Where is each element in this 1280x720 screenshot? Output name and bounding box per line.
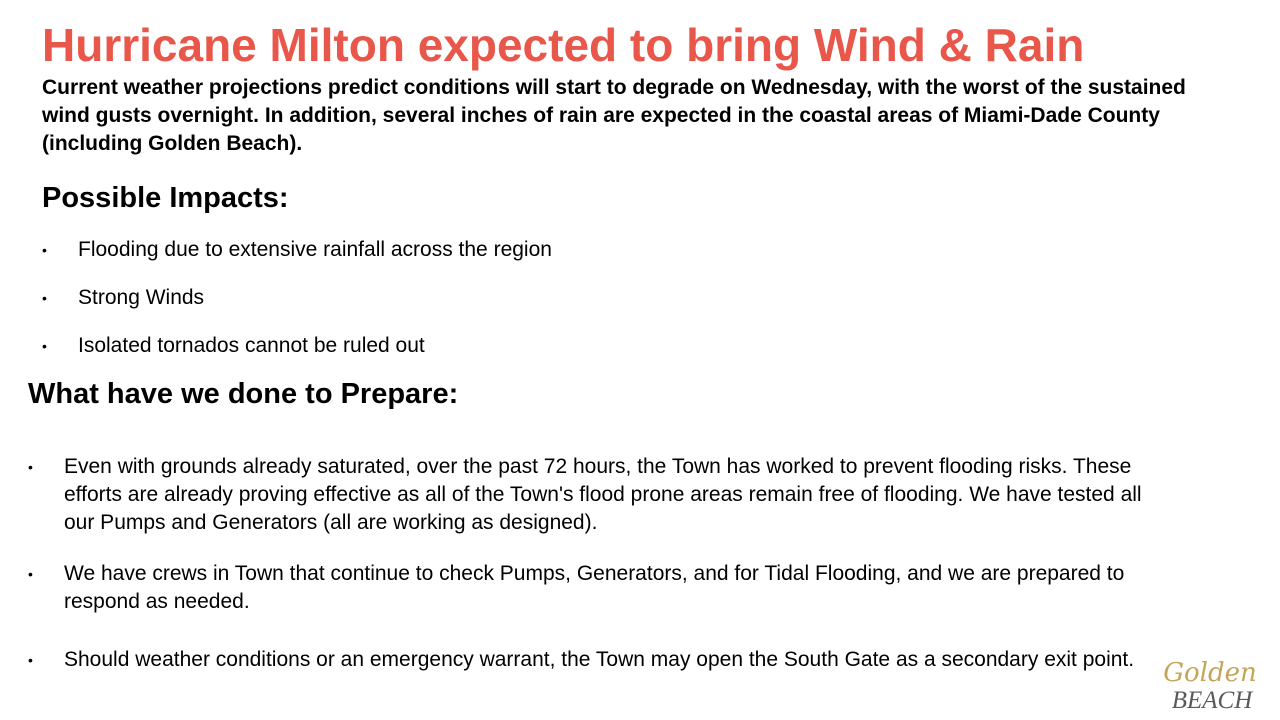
bullet-icon: • [28,566,33,582]
impact-text: Strong Winds [78,286,205,309]
impact-list-item [42,284,942,312]
slide-title: Hurricane Milton expected to bring Wind & Rain [42,19,1085,71]
bullet-icon: • [28,459,33,475]
bullet-icon: • [28,652,33,668]
intro-paragraph: Current weather projections predict conditions will start to degrade on Wednesday, with the worst of the sustained wind gusts overnight. In addition, several inches of rain are expected in the coastal areas of Miami-Dade County (including Golden Beach). [42,76,1186,155]
logo-line-beach: BEACH [1171,687,1253,714]
logo-line-golden: Golden [1163,658,1257,688]
prepare-text: We have crews in Town that continue to check Pumps, Generators, and for Tidal Flooding, and we are prepared to respond as needed. [64,562,1125,613]
impacts-heading: Possible Impacts: [42,182,289,214]
impact-list-item [42,236,942,264]
prepare-text: Should weather conditions or an emergency warrant, the Town may open the South Gate as a secondary exit point. [64,648,1135,671]
bullet-icon: • [42,290,47,306]
prepare-list-item [28,453,1148,537]
prepare-heading: What have we done to Prepare: [28,378,459,410]
impact-text: Flooding due to extensive rainfall across the region [78,238,552,261]
golden-beach-logo [1150,654,1268,714]
impact-text: Isolated tornados cannot be ruled out [78,334,425,357]
prepare-list-item [28,560,1148,616]
prepare-list-item [28,646,1148,674]
prepare-text: Even with grounds already saturated, over the past 72 hours, the Town has worked to prevent flooding risks. These efforts are already proving effective as all of the Town's flood prone areas remain free of flooding. We have tested all our Pumps and Generators (all are working as designed). [64,455,1142,534]
bullet-icon: • [42,338,47,354]
impact-list-item [42,332,942,360]
bullet-icon: • [42,242,47,258]
